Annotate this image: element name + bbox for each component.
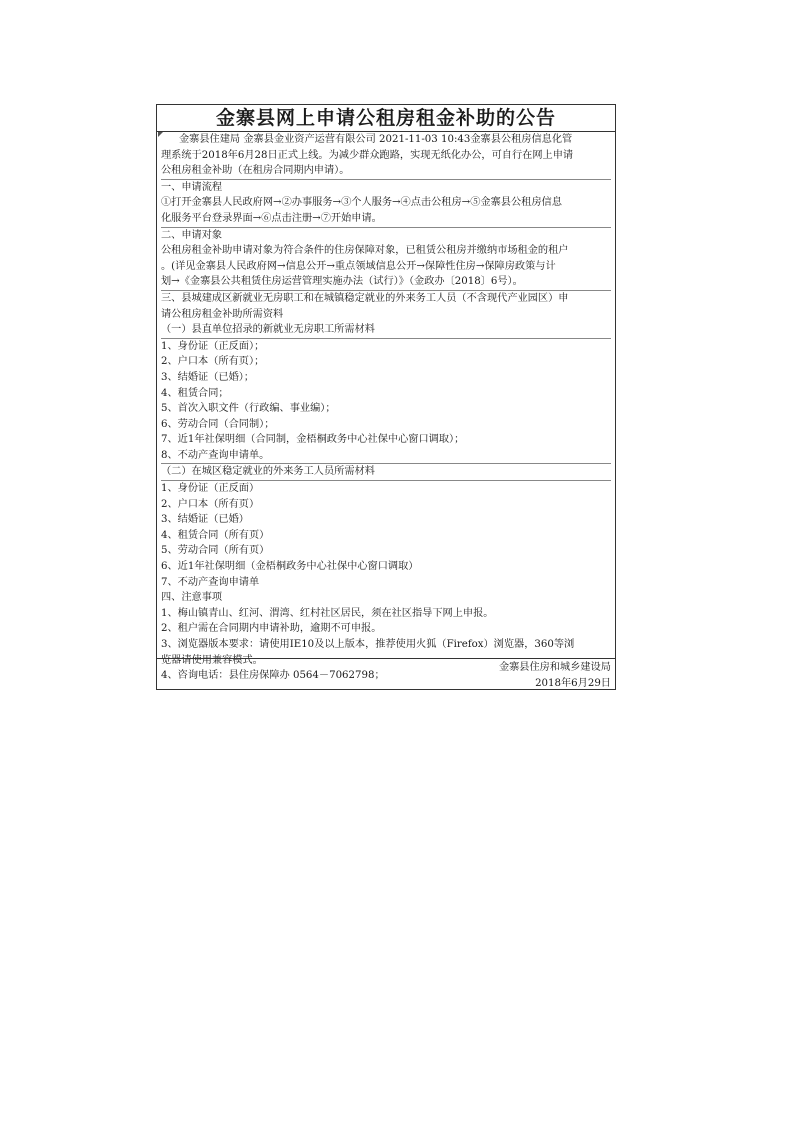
group-1-item: 8、不动产查询申请单。 <box>161 448 611 465</box>
group-2-item: 4、租赁合同（所有页） <box>161 529 270 541</box>
group-1-item: 5、首次入职文件（行政编、事业编）； <box>161 403 336 415</box>
section-3-heading-line-2: 请公租房租金补助所需资料 <box>161 308 284 320</box>
group-2-item: 2、户口本（所有页） <box>161 498 260 510</box>
notice-title: 金寨县网上申请公租房租金补助的公告 <box>157 105 615 132</box>
notice-footer <box>499 660 611 691</box>
footer-divider <box>157 658 615 659</box>
section-4-line: 1、梅山镇青山、红河、渭湾、红村社区居民，须在社区指导下网上申报。 <box>161 607 494 619</box>
section-2-heading: 二、申请对象 <box>161 229 223 241</box>
group-1-item: 4、租赁合同； <box>161 387 229 399</box>
group-1-item: 1、身份证（正反面）； <box>161 340 265 352</box>
issue-date: 2018年6月29日 <box>535 677 611 689</box>
group-1-item: 3、结婚证（已婚）； <box>161 371 255 383</box>
section-2-line-1: 公租房租金补助申请对象为符合条件的住房保障对象，已租赁公租房并缴纳市场租金的租户 <box>161 245 569 257</box>
section-4-line: 2、租户需在合同期内申请补助，逾期不可申报。 <box>161 623 382 635</box>
section-1-heading: 一、申请流程 <box>161 181 223 193</box>
section-2-line-2: 。(详见金寨县人民政府网→信息公开→重点领域信息公开→保障性住房→保障房政策与计 <box>161 260 556 272</box>
issuing-organization: 金寨县住房和城乡建设局 <box>498 662 611 673</box>
group-2-heading: （二）在城区稳定就业的外来务工人员所需材料 <box>161 464 611 481</box>
intro-line-2: 理系统于2018年6月28日正式上线。为减少群众跑路，实现无纸化办公，可自行在网上申请 <box>161 149 574 161</box>
section-4-line: 览器请使用兼容模式。 <box>161 654 263 666</box>
section-4-line: 4、咨询电话：县住房保障办 0564－7062798； <box>161 670 385 682</box>
section-4-heading: 四、注意事项 <box>161 592 223 604</box>
section-3-heading-line-1: 三、县城建成区新就业无房职工和在城镇稳定就业的外来务工人员（不含现代产业园区）申 <box>161 292 569 304</box>
notice-sheet <box>156 104 616 690</box>
group-1-heading: （一）县直单位招录的新就业无房职工所需材料 <box>161 322 611 339</box>
group-2-item: 6、近1年社保明细（金梧桐政务中心社保中心窗口调取） <box>161 561 419 573</box>
group-1-item: 6、劳动合同（合同制）； <box>161 418 275 430</box>
group-1-item: 2、户口本（所有页）； <box>161 356 265 368</box>
intro-line-3: 公租房租金补助（在租房合同期内申请）。 <box>161 163 611 180</box>
group-2-item: 3、结婚证（已婚） <box>161 514 249 526</box>
group-2-item: 1、身份证（正反面） <box>161 483 260 495</box>
group-2-item: 5、劳动合同（所有页） <box>161 545 270 557</box>
notice-body <box>161 132 611 684</box>
intro-line-1: 金寨县住建局 金寨县金业资产运营有限公司 2021-11-03 10:43金寨县公租房信息化管 <box>179 134 573 145</box>
group-2-item: 7、不动产查询申请单 <box>161 576 260 588</box>
section-2-line-3: 划→《金寨县公共租赁住房运营管理实施办法（试行）》（金政办〔2018〕6号）。 <box>161 274 611 291</box>
section-1-line-1: ①打开金寨县人民政府网→②办事服务→③个人服务→④点击公租房→⑤金寨县公租房信息 <box>161 197 562 209</box>
section-4-line: 3、浏览器版本要求：请使用IE10及以上版本，推荐使用火狐（Firefox）浏览器，360等浏 <box>161 639 575 650</box>
group-1-item: 7、近1年社保明细（合同制，金梧桐政务中心社保中心窗口调取）； <box>161 434 465 446</box>
section-1-line-2: 化服务平台登录界面→⑥点击注册→⑦开始申请。 <box>161 211 611 228</box>
